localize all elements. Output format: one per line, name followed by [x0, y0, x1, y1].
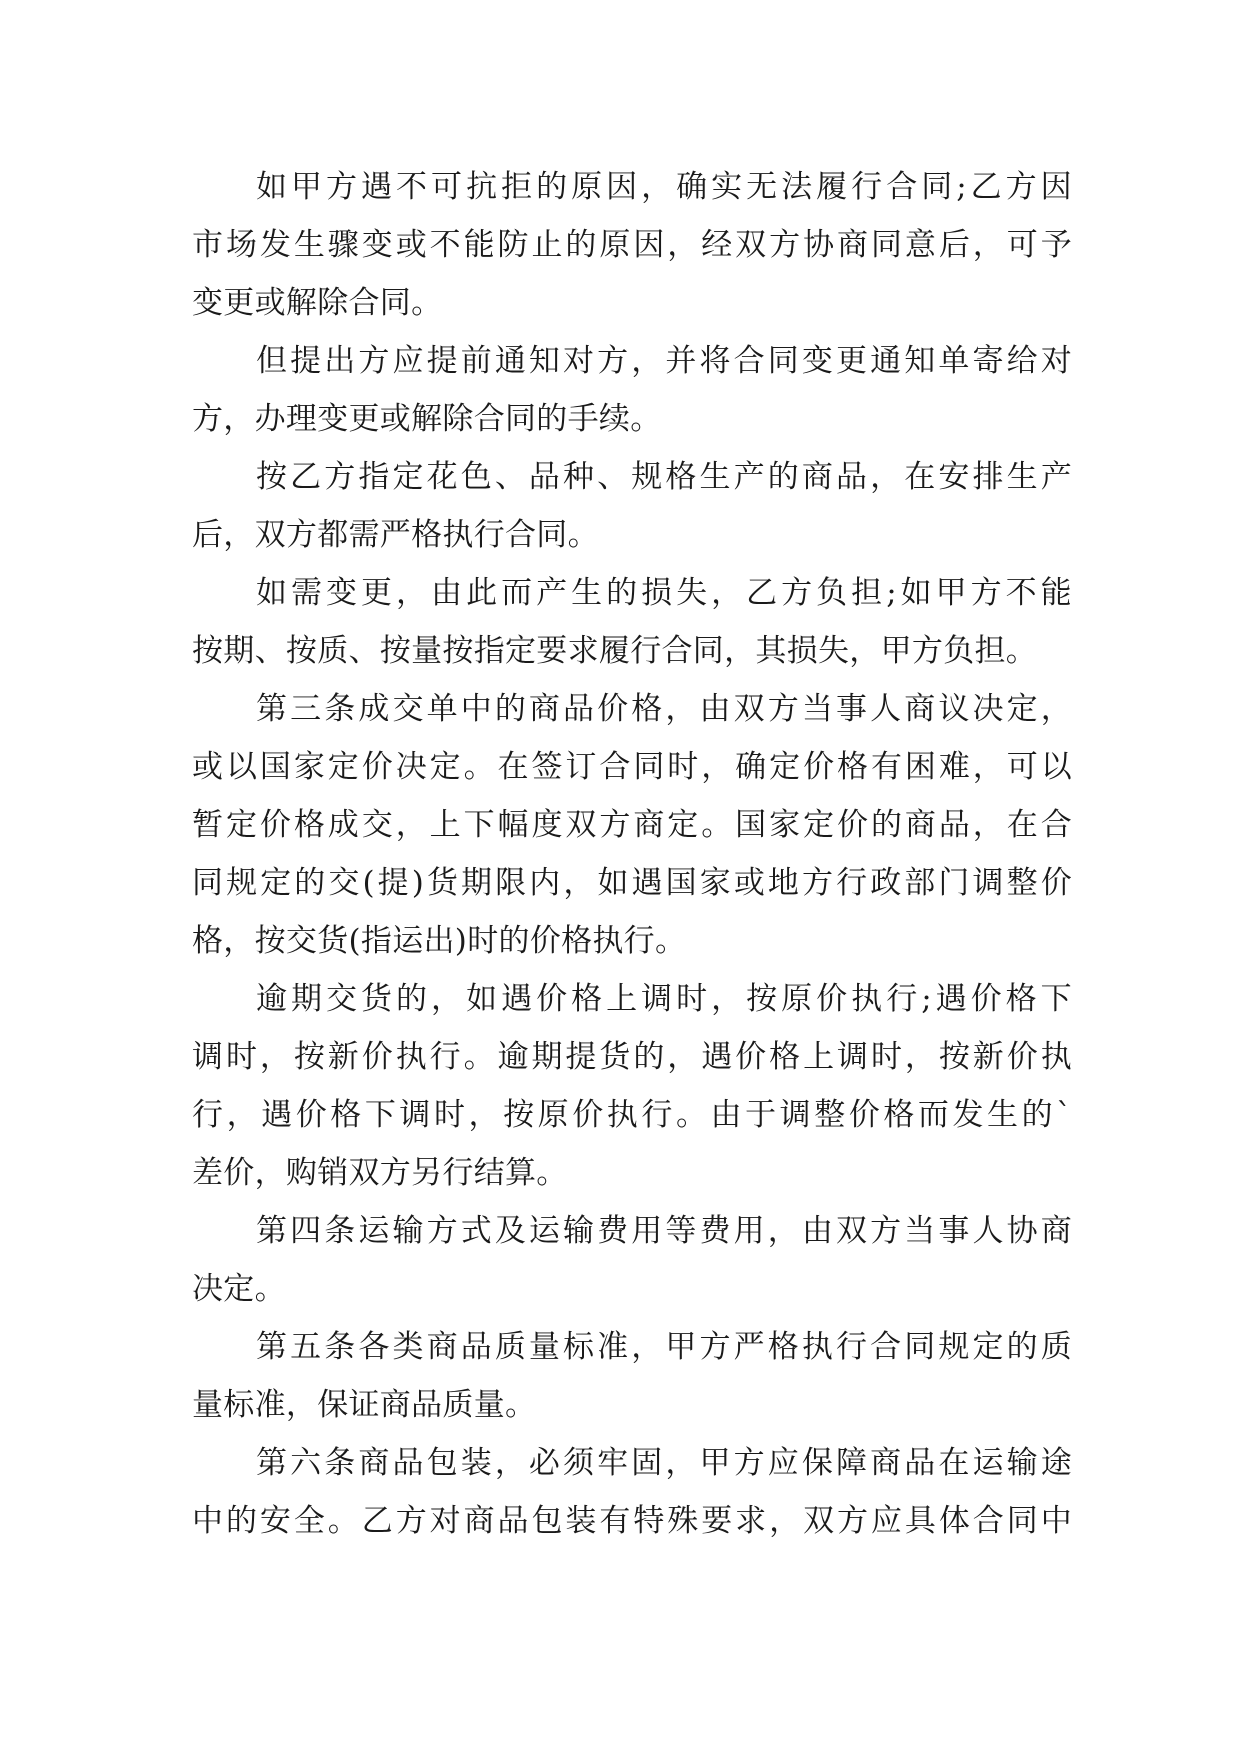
paragraph-loss-liability: [192, 564, 1072, 680]
paragraph-overdue-pricing: [192, 970, 1072, 1202]
text-line: 但提出方应提前通知对方，并将合同变更通知单寄给对: [256, 343, 1072, 379]
text-line: 中的安全。乙方对商品包装有特殊要求，双方应具体合同中: [192, 1503, 1072, 1539]
paragraph-article-5-quality: [192, 1318, 1072, 1434]
text-line: 行，遇价格下调时，按原价执行。由于调整价格而发生的`: [192, 1097, 1072, 1133]
text-line: 同规定的交(提)货期限内，如遇国家或地方行政部门调整价: [192, 865, 1072, 901]
paragraph-specified-goods: [192, 448, 1072, 564]
text-line: 逾期交货的，如遇价格上调时，按原价执行;遇价格下: [256, 981, 1072, 1017]
text-line: 按乙方指定花色、品种、规格生产的商品，在安排生产: [256, 459, 1072, 495]
paragraph-article-4-transport: [192, 1202, 1072, 1318]
paragraph-article-6-packaging: [192, 1434, 1072, 1550]
text-line: 方，办理变更或解除合同的手续。: [192, 401, 662, 437]
text-line: 第六条商品包装，必须牢固，甲方应保障商品在运输途: [256, 1445, 1072, 1481]
text-line: 变更或解除合同。: [192, 285, 443, 321]
text-line: 第五条各类商品质量标准，甲方严格执行合同规定的质: [256, 1329, 1072, 1365]
text-line: 差价，购销双方另行结算。: [192, 1155, 568, 1191]
paragraph-notice-of-change: [192, 332, 1072, 448]
paragraph-force-majeure: [192, 158, 1072, 332]
text-line: 市场发生骤变或不能防止的原因，经双方协商同意后，可予: [192, 227, 1072, 263]
text-line: 量标准，保证商品质量。: [192, 1387, 537, 1423]
text-line: 第四条运输方式及运输费用等费用，由双方当事人协商: [256, 1213, 1072, 1249]
text-line: 决定。: [192, 1271, 286, 1307]
text-line: 后，双方都需严格执行合同。: [192, 517, 599, 553]
text-line: 如甲方遇不可抗拒的原因，确实无法履行合同;乙方因: [256, 169, 1072, 205]
text-line: 第三条成交单中的商品价格，由双方当事人商议决定，: [256, 691, 1072, 727]
text-line: 按期、按质、按量按指定要求履行合同，其损失，甲方负担。: [192, 633, 1038, 669]
text-line: 或以国家定价决定。在签订合同时，确定价格有困难，可以: [192, 749, 1072, 785]
document-body: [192, 158, 1072, 1550]
text-line: 如需变更，由此而产生的损失，乙方负担;如甲方不能: [256, 575, 1072, 611]
paragraph-article-3-price: [192, 680, 1072, 970]
text-line: 格，按交货(指运出)时的价格执行。: [192, 923, 687, 959]
text-line: 暂定价格成交，上下幅度双方商定。国家定价的商品，在合: [192, 807, 1072, 843]
text-line: 调时，按新价执行。逾期提货的，遇价格上调时，按新价执: [192, 1039, 1072, 1075]
